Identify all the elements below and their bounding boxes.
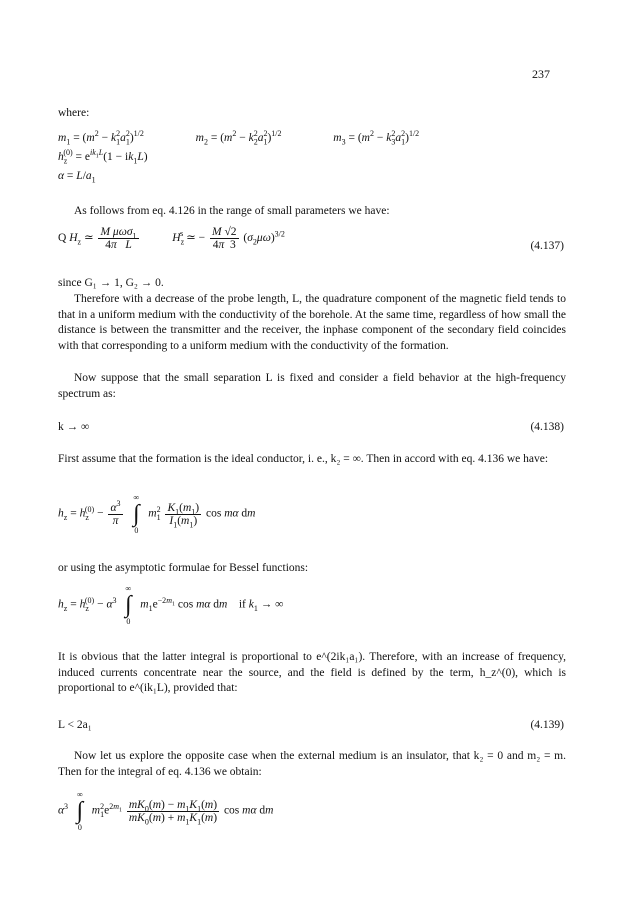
def-alpha: $\alpha = L/a_1$ [58, 170, 96, 185]
paragraph-therefore: Therefore with a decrease of the probe length, L, the quadrature component of the magnetic field tends to that in a uniform medium with the conductivity of the borehole. At the same time, regardless of how small the distance is between the transmitter and the receiver, the inphase component of the secondary field coincides with that corresponding to a uniform medium with the conductivity of the formation. [58, 293, 566, 352]
fraction: $\frac{mK_0(m) - m_1K_1(m)}{mK_0(m) + m_1K_1(m)}$ [128, 798, 218, 826]
paragraph-first-assume: First assume that the formation is the ideal conductor, i. e., k₂ = ∞. Then in accord with eq. 4.136 we have: [58, 453, 549, 465]
paragraph-now-suppose: Now suppose that the small separation L is fixed and consider a field behavior at the high-frequency spectrum as: [58, 372, 566, 400]
equation-4-138: k → ∞ [58, 421, 90, 433]
equation-number: (4.137) [530, 240, 564, 252]
integral-sign: ∞ ∫ 0 [133, 493, 140, 535]
equation-number: (4.139) [530, 719, 564, 731]
def-m1: $m_1 = (m^2 - k_1^2a_1^2)^{1/2}$ [58, 129, 144, 147]
integral-sign: ∞ ∫ 0 [125, 584, 132, 626]
paragraph-follows: As follows from eq. 4.126 in the range of small parameters we have: [74, 205, 390, 217]
equation-integral-insulator: $\alpha^3$ ∞ ∫ 0 $m_1^2e^{2m_1}$ $\frac{mK_0(m) - m_1K_1(m)}{mK_0(m) + m_1K_1(m)}$ cos mα dm [58, 790, 274, 832]
definitions-m-row [58, 129, 420, 147]
equation-4-137: Q $H_z$ ≃ $\frac{M \mu\omega\sigma_1}{\text{4π L}}$ $H_z^s$ ≃ − $\frac{M √2}{4\pi 3}$ $(\sigma_2\mu\omega)^{3/2}$ [58, 226, 285, 251]
fraction: $\frac{M \mu\omega\sigma_1}{\text{4π L}}$ [100, 226, 137, 251]
equation-integral-asymptotic: $h_z = h_z^{(0)} - \alpha^3$ ∞ ∫ 0 $m_1e^{-2m_1}$ cos mα dm if $k_1$ → ∞ [58, 584, 284, 626]
page-number: 237 [532, 67, 550, 81]
def-h0: $h_z^{(0)} = e^{ik_1L}(1 - ik_1L)$ [58, 148, 148, 166]
fraction: $\frac{K_1(m_1)}{I_1(m_1)}$ [167, 501, 200, 529]
fraction: $\frac{\alpha^3}{\pi}$ [110, 498, 121, 527]
since-text: since G₁ → 1, G₂ → 0. [58, 277, 164, 289]
equation-4-139: L < 2a₁ [58, 719, 92, 731]
paragraph-opposite: Now let us explore the opposite case when the external medium is an insulator, that k₂ = 0 and m₂ = m. Then for the integral of eq. 4.136 we obtain: [58, 750, 566, 778]
def-m2: $m_2 = (m^2 - k_2^2a_1^2)^{1/2}$ [195, 129, 282, 147]
paragraph-asymptotic: or using the asymptotic formulae for Bessel functions: [58, 562, 309, 574]
where-label: where: [58, 107, 90, 119]
integral-sign: ∞ ∫ 0 [76, 790, 84, 832]
paragraph-obvious: It is obvious that the latter integral is proportional to e^(2ik₁a₁). Therefore, with an increase of frequency, induced currents concentrate near the source, and the field is defined by the term, h_z^(0), which is proportional to e^(ik₁L), provided that: [58, 651, 566, 695]
def-m3: $m_3 = (m^2 - k_3^2a_1^2)^{1/2}$ [333, 129, 420, 147]
fraction: $\frac{M √2}{4\pi 3}$ [212, 226, 237, 251]
equation-integral-ideal-conductor: $h_z = h_z^{(0)}$ − $\frac{\alpha^3}{\pi}$ ∞ ∫ 0 $m_1^2$ $\frac{K_1(m_1)}{I_1(m_1)}$ cos mα dm [58, 493, 256, 535]
equation-number: (4.138) [530, 421, 564, 433]
